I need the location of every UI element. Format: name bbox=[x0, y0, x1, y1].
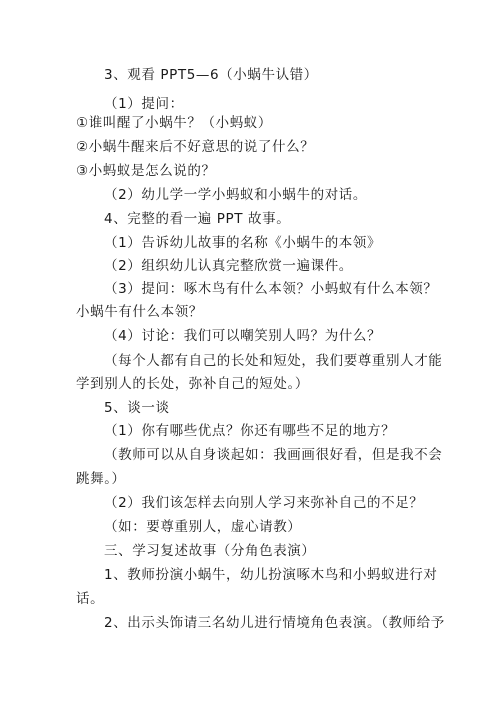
text-line: （1）提问： bbox=[104, 96, 184, 112]
text-line: 学到别人的长处，弥补自己的短处。） bbox=[76, 376, 309, 392]
text-line: （1）告诉幼儿故事的名称《小蜗牛的本领》 bbox=[104, 235, 382, 251]
heading-step-4: 4、完整的看一遍 PPT 故事。 bbox=[104, 211, 291, 227]
text-line: 2、出示头饰请三名幼儿进行情境角色表演。（教师给予 bbox=[104, 615, 445, 631]
heading-step-5: 5、谈一谈 bbox=[104, 400, 170, 416]
text-line: （如：要尊重别人，虚心请教） bbox=[104, 519, 302, 535]
text-line: ②小蜗牛醒来后不好意思的说了什么？ bbox=[76, 139, 315, 155]
text-line: ③小蚂蚁是怎么说的？ bbox=[76, 163, 216, 179]
text-line: 1、教师扮演小蜗牛，幼儿扮演啄木鸟和小蚂蚁进行对 bbox=[104, 567, 438, 583]
text-line: （3）提问：啄木鸟有什么本领？小蚂蚁有什么本领？ bbox=[104, 281, 438, 297]
text-line: （教师可以从自身谈起如：我画画很好看，但是我不会 bbox=[104, 447, 443, 463]
text-line: ①谁叫醒了小蜗牛？（小蚂蚁） bbox=[76, 115, 273, 131]
text-line: （2）我们该怎样去向别人学习来弥补自己的不足？ bbox=[104, 495, 424, 511]
text-line: 话。 bbox=[76, 591, 105, 607]
text-line: （1）你有哪些优点？你还有哪些不足的地方？ bbox=[104, 423, 396, 439]
text-line: （2）组织幼儿认真完整欣赏一遍课件。 bbox=[104, 258, 353, 274]
heading-step-3: 3、观看 PPT5—6（小蜗牛认错） bbox=[104, 67, 318, 83]
text-line: 小蜗牛有什么本领？ bbox=[76, 304, 203, 320]
text-line: （4）讨论：我们可以嘲笑别人吗？为什么？ bbox=[104, 328, 382, 344]
text-line: （每个人都有自己的长处和短处，我们要尊重别人才能 bbox=[104, 353, 443, 369]
text-line: 跳舞。） bbox=[76, 471, 126, 487]
text-line: （2）幼儿学一学小蚂蚁和小蜗牛的对话。 bbox=[104, 187, 367, 203]
heading-section-3: 三、学习复述故事（分角色表演） bbox=[104, 543, 316, 559]
